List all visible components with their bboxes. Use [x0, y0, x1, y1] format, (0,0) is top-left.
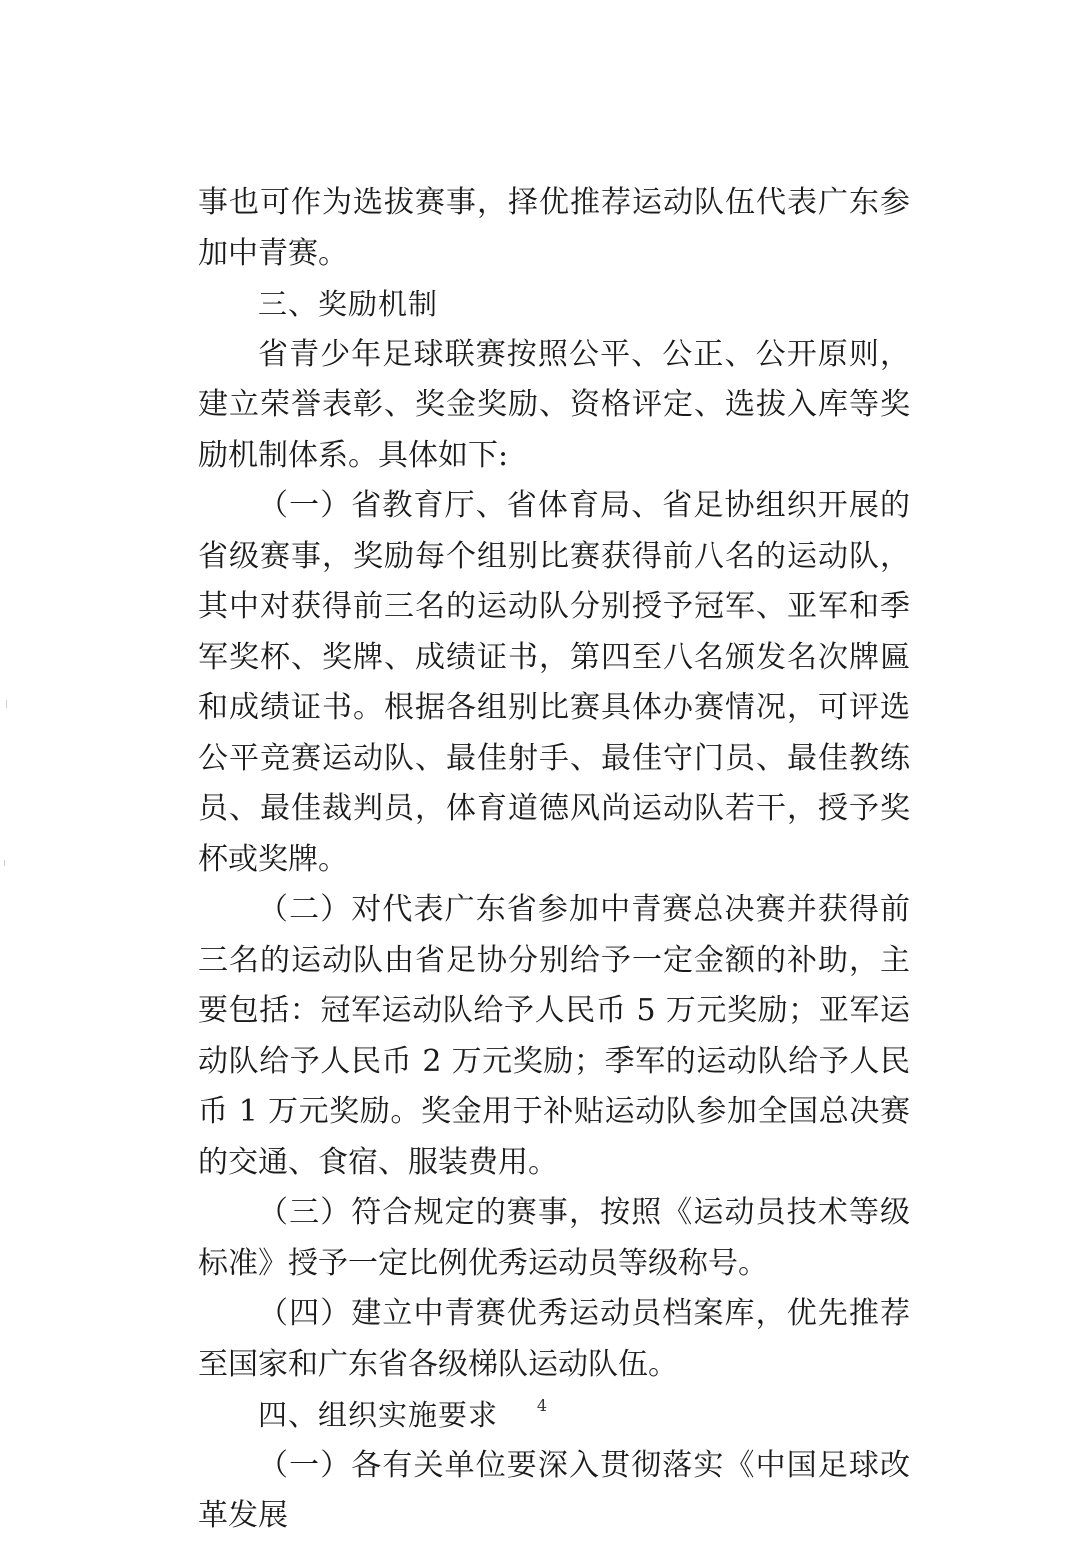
- paragraph-reward-item-3: （三）符合规定的赛事，按照《运动员技术等级标准》授予一定比例优秀运动员等级称号。: [198, 1195, 910, 1281]
- paragraph-implementation-item-1: （一）各有关单位要深入贯彻落实《中国足球改革发展: [198, 1447, 910, 1533]
- scan-edge-mark-left: [6, 700, 7, 708]
- scan-edge-mark-left-2: [4, 860, 5, 866]
- paragraph-continuation: 事也可作为选拔赛事，择优推荐运动队伍代表广东参加中青赛。: [198, 185, 910, 271]
- paragraph-reward-intro: 省青少年足球联赛按照公平、公正、公开原则，建立荣誉表彰、奖金奖励、资格评定、选拔入库等奖励机制体系。具体如下:: [198, 336, 910, 473]
- paragraph-reward-item-1: （一）省教育厅、省体育局、省足协组织开展的省级赛事，奖励每个组别比赛获得前八名的运动队，其中对获得前三名的运动队分别授予冠军、亚军和季军奖杯、奖牌、成绩证书，第四至八名颁发名次牌匾和成绩证书。根据各组别比赛具体办赛情况，可评选公平竞赛运动队、最佳射手、最佳守门员、最佳教练员、最佳裁判员，体育道德风尚运动队若干，授予奖杯或奖牌。: [198, 488, 910, 877]
- document-body: [198, 178, 910, 1542]
- paragraph-reward-item-2: （二）对代表广东省参加中青赛总决赛并获得前三名的运动队由省足协分别给予一定金额的补助，主要包括：冠军运动队给予人民币 5 万元奖励；亚军运动队给予人民币 2 万元奖励；季军的运动队给予人民币 1 万元奖励。奖金用于补贴运动队参加全国总决赛的交通、食宿、服装费用。: [198, 892, 910, 1180]
- page-number: 4: [536, 1396, 548, 1415]
- section-heading-reward-mechanism: 三、奖励机制: [258, 287, 439, 321]
- section-heading-implementation: 四、组织实施要求: [258, 1398, 499, 1432]
- paragraph-reward-item-4: （四）建立中青赛优秀运动员档案库，优先推荐至国家和广东省各级梯队运动队伍。: [198, 1296, 910, 1382]
